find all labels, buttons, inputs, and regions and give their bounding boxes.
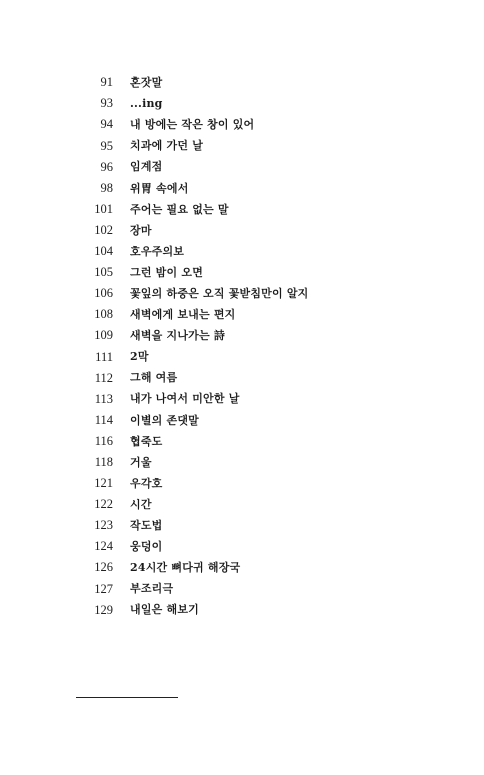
toc-entry-title: 부조리극 — [130, 582, 174, 596]
toc-entry-title: 웅덩이 — [130, 540, 163, 554]
toc-entry — [0, 599, 484, 620]
toc-entry-title: 꽃잎의 하중은 오직 꽃받침만이 알지 — [130, 286, 309, 300]
toc-page-number: 93 — [100, 96, 113, 111]
toc-entry-title: 내가 나여서 미안한 날 — [130, 392, 240, 406]
toc-entry — [0, 156, 484, 177]
toc-entry — [0, 220, 484, 241]
toc-page-number: 96 — [100, 159, 113, 174]
toc-entry — [0, 177, 484, 198]
toc-entry-title: 이별의 존댓말 — [130, 413, 199, 427]
toc-page-number: 94 — [100, 117, 113, 132]
toc-page-number: 106 — [94, 286, 113, 301]
toc-entry — [0, 536, 484, 557]
toc-entry — [0, 515, 484, 536]
toc-entry-title: 그런 밤이 오면 — [130, 265, 204, 279]
toc-entry-title: ...ing — [130, 97, 163, 111]
toc-entry — [0, 410, 484, 431]
toc-page-number: 95 — [100, 138, 113, 153]
toc-entry — [0, 452, 484, 473]
toc-page-number: 104 — [94, 244, 113, 259]
toc-page-number: 124 — [94, 539, 113, 554]
toc-page-number: 102 — [94, 222, 113, 237]
toc-entry — [0, 114, 484, 135]
toc-entry — [0, 494, 484, 515]
toc-page-number: 113 — [94, 391, 113, 406]
toc-page-number: 108 — [94, 307, 113, 322]
toc-entry-title: 위胃 속에서 — [130, 181, 189, 195]
toc-entry — [0, 578, 484, 599]
toc-entry-title: 우각호 — [130, 476, 163, 490]
toc-entry — [0, 431, 484, 452]
toc-entry-title: 협죽도 — [130, 434, 163, 448]
toc-page-number: 129 — [94, 602, 113, 617]
toc-entry — [0, 388, 484, 409]
toc-page-number: 111 — [95, 349, 113, 364]
toc-entry-title: 혼잣말 — [130, 76, 163, 90]
toc-entry-title: 그해 여름 — [130, 371, 178, 385]
toc-entry-title: 주어는 필요 없는 말 — [130, 202, 229, 216]
toc-page-number: 101 — [94, 201, 113, 216]
toc-entry — [0, 346, 484, 367]
toc-entry-title: 내 방에는 작은 창이 있어 — [130, 118, 255, 132]
toc-entry — [0, 241, 484, 262]
table-of-contents — [0, 72, 484, 620]
toc-entry — [0, 283, 484, 304]
toc-page-number: 109 — [94, 328, 113, 343]
toc-page-number: 118 — [94, 454, 113, 469]
toc-entry-title: 거울 — [130, 455, 152, 469]
toc-page-number: 126 — [94, 560, 113, 575]
toc-entry-title: 새벽을 지나가는 詩 — [130, 329, 226, 343]
footnote-divider — [76, 697, 178, 698]
toc-page-number: 98 — [100, 180, 113, 195]
toc-page-number: 127 — [94, 581, 113, 596]
toc-entry-title: 2막 — [130, 350, 149, 364]
toc-entry-title: 시간 — [130, 497, 152, 511]
toc-entry-title: 치과에 가던 날 — [130, 139, 204, 153]
toc-page-number: 105 — [94, 265, 113, 280]
toc-entry — [0, 262, 484, 283]
toc-page-number: 114 — [94, 412, 113, 427]
toc-entry — [0, 304, 484, 325]
toc-entry-title: 작도법 — [130, 519, 163, 533]
toc-entry — [0, 72, 484, 93]
toc-page-number: 112 — [94, 370, 113, 385]
toc-entry-title: 새벽에게 보내는 편지 — [130, 308, 236, 322]
toc-entry — [0, 135, 484, 156]
toc-entry-title: 호우주의보 — [130, 244, 185, 258]
toc-entry-title: 내일은 해보기 — [130, 603, 199, 617]
toc-entry-title: 장마 — [130, 223, 152, 237]
toc-page-number: 123 — [94, 518, 113, 533]
toc-entry — [0, 367, 484, 388]
toc-entry — [0, 93, 484, 114]
toc-page-number: 121 — [94, 476, 113, 491]
toc-page-number: 116 — [94, 433, 113, 448]
toc-page-number: 91 — [100, 75, 113, 90]
toc-entry-title: 임계점 — [130, 160, 163, 174]
toc-entry — [0, 325, 484, 346]
toc-page-number: 122 — [94, 497, 113, 512]
toc-entry — [0, 557, 484, 578]
toc-entry-title: 24시간 뼈다귀 해장국 — [130, 561, 241, 575]
toc-entry — [0, 199, 484, 220]
toc-entry — [0, 473, 484, 494]
